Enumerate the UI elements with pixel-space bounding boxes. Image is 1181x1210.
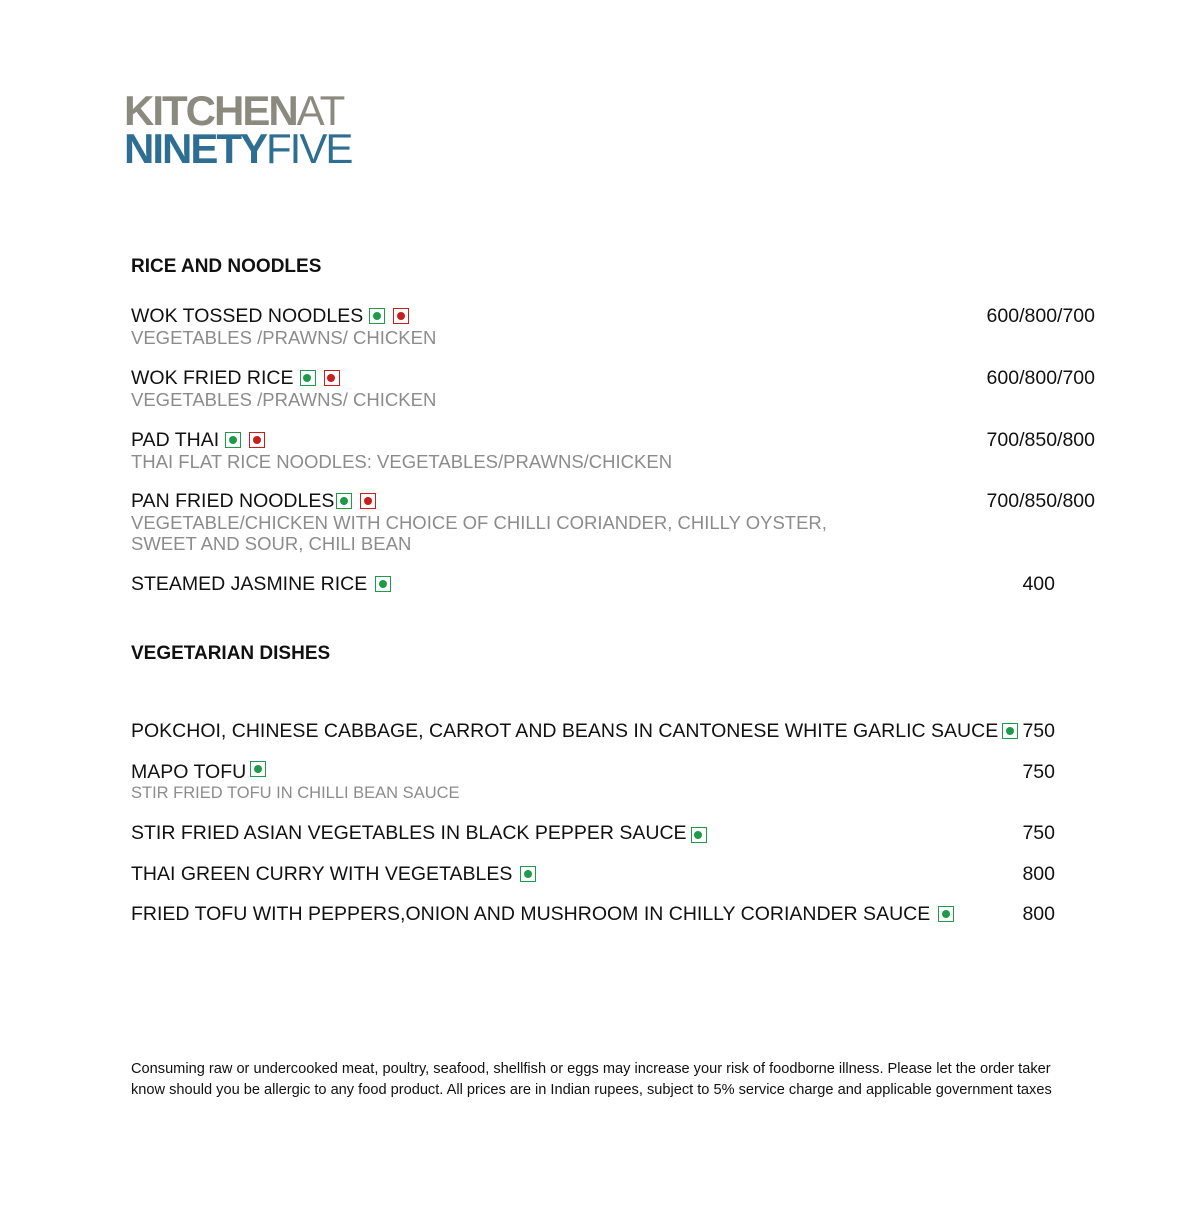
item-price: 750	[1022, 822, 1055, 844]
item-description: VEGETABLES /PRAWNS/ CHICKEN	[131, 389, 437, 410]
veg-mark-icon	[1002, 723, 1018, 739]
item-price: 700/850/800	[986, 490, 1095, 512]
veg-mark-icon	[520, 866, 536, 882]
allergy-disclaimer	[131, 1059, 1106, 1101]
item-price: 750	[1022, 761, 1055, 783]
item-price: 700/850/800	[986, 429, 1095, 451]
veg-mark-icon	[250, 761, 266, 777]
item-price: 800	[1022, 863, 1055, 885]
nonveg-mark-icon	[324, 370, 340, 386]
menu-item	[131, 761, 1095, 804]
nonveg-mark-icon	[393, 308, 409, 324]
item-description: VEGETABLES /PRAWNS/ CHICKEN	[131, 327, 437, 348]
item-description: VEGETABLE/CHICKEN WITH CHOICE OF CHILLI CORIANDER, CHILLY OYSTER,	[131, 512, 827, 533]
logo-five-text: FIVE	[266, 125, 352, 172]
item-name-line	[131, 573, 1095, 595]
item-description: SWEET AND SOUR, CHILI BEAN	[131, 533, 412, 554]
menu-item	[131, 720, 1095, 742]
item-description: STIR FRIED TOFU IN CHILLI BEAN SAUCE	[131, 784, 460, 802]
item-price: 400	[1022, 573, 1055, 595]
menu-item	[131, 305, 1095, 348]
logo-kitchen-text: KITCHEN	[124, 87, 297, 134]
disclaimer-line: Consuming raw or undercooked meat, poultry, seafood, shellfish or eggs may increase your risk of foodborne illness. Please let the order taker	[131, 1061, 1051, 1077]
item-description: THAI FLAT RICE NOODLES: VEGETABLES/PRAWNS/CHICKEN	[131, 451, 673, 472]
logo-line-1	[124, 87, 351, 134]
item-price: 600/800/700	[986, 305, 1095, 327]
veg-mark-icon	[691, 827, 707, 843]
nonveg-mark-icon	[249, 432, 265, 448]
veg-mark-icon	[336, 493, 352, 509]
item-name: PAD THAI	[131, 429, 220, 451]
item-name: WOK FRIED RICE	[131, 367, 294, 389]
item-name: WOK TOSSED NOODLES	[131, 305, 364, 327]
item-name-line	[131, 761, 1095, 783]
item-price: 600/800/700	[986, 367, 1095, 389]
item-name-line	[131, 903, 1095, 925]
menu-item	[131, 429, 1095, 472]
section-title-rice-noodles: RICE AND NOODLES	[131, 256, 322, 277]
item-name-line	[131, 822, 1095, 844]
veg-mark-icon	[375, 576, 391, 592]
item-name: THAI GREEN CURRY WITH VEGETABLES	[131, 863, 513, 885]
item-price: 800	[1022, 903, 1055, 925]
veg-mark-icon	[225, 432, 241, 448]
veg-mark-icon	[938, 906, 954, 922]
logo-at-text: AT	[296, 87, 344, 134]
item-name: MAPO TOFU	[131, 761, 247, 783]
item-name: STEAMED JASMINE RICE	[131, 573, 368, 595]
disclaimer-line: know should you be allergic to any food product. All prices are in Indian rupees, subject to 5% service charge and applicable government taxes	[131, 1082, 1052, 1098]
logo-ninety-text: NINETY	[124, 125, 267, 172]
menu-item	[131, 367, 1095, 410]
item-name-line	[131, 490, 1095, 512]
menu-item	[131, 822, 1095, 844]
veg-mark-icon	[300, 370, 316, 386]
veg-mark-icon	[369, 308, 385, 324]
item-name: PAN FRIED NOODLES	[131, 490, 335, 512]
logo-line-2	[124, 125, 352, 172]
item-name-line	[131, 720, 1095, 742]
restaurant-logo	[124, 87, 352, 172]
item-name-line	[131, 429, 1095, 451]
menu-item	[131, 573, 1095, 595]
section-title-vegetarian: VEGETARIAN DISHES	[131, 643, 331, 664]
menu-item	[131, 863, 1095, 885]
item-name-line	[131, 863, 1095, 885]
item-name: POKCHOI, CHINESE CABBAGE, CARROT AND BEANS IN CANTONESE WHITE GARLIC SAUCE	[131, 720, 999, 742]
nonveg-mark-icon	[360, 493, 376, 509]
menu-item	[131, 490, 1095, 554]
item-name: STIR FRIED ASIAN VEGETABLES IN BLACK PEPPER SAUCE	[131, 822, 687, 844]
item-name-line	[131, 305, 1095, 327]
item-name-line	[131, 367, 1095, 389]
item-name: FRIED TOFU WITH PEPPERS,ONION AND MUSHROOM IN CHILLY CORIANDER SAUCE	[131, 903, 931, 925]
item-price: 750	[1022, 720, 1055, 742]
menu-item	[131, 903, 1095, 925]
